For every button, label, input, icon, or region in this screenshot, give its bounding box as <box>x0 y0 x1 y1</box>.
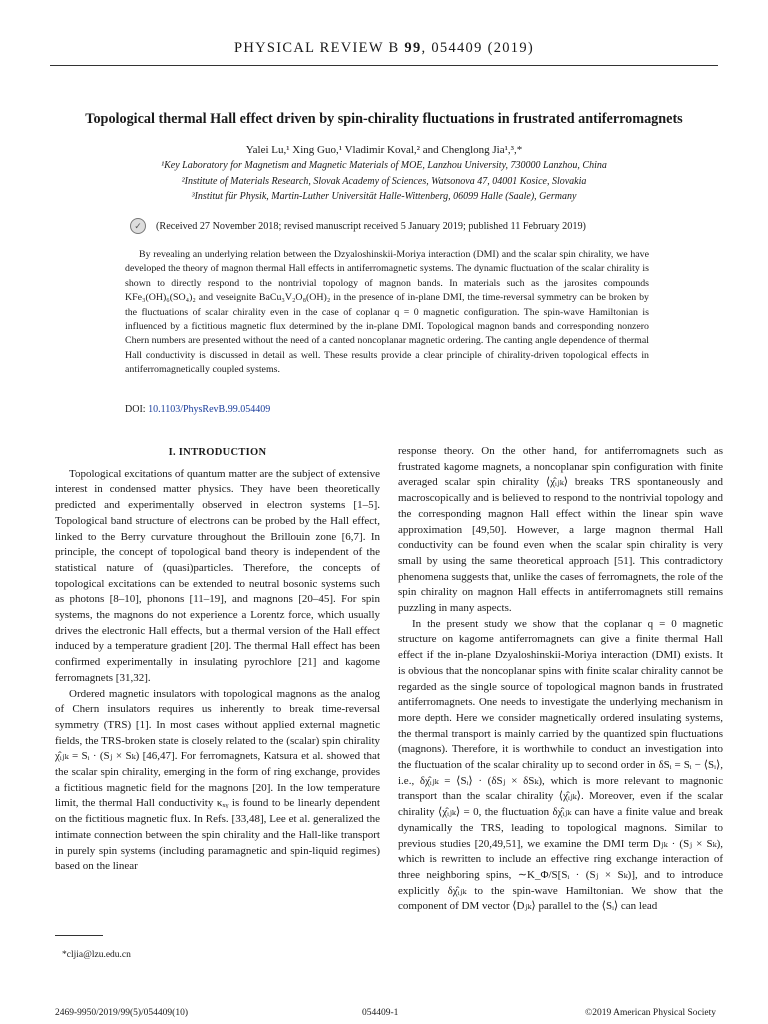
doi-label: DOI: <box>125 404 146 415</box>
paragraph: response theory. On the other hand, for antiferromagnets such as frustrated kagome magnets, a noncoplanar spin configuration with finite averaged scalar spin chirality ⟨χ̂ᵢⱼₖ⟩ breaks TRS spontaneously and macroscopically and is believed to respond to the nontrivial topology and the corresponding magnon Hall effect within the linear spin wave approximation [49,50]. However, a large magnon thermal Hall conductivity can be found even when the scalar spin chirality is very small by using the same theoretical approach [51]. This contradictory phenomena suggests that, unlike the cases of ferromagnets, the role of the spin chirality on magnon Hall effects in antiferromagnets still remains puzzling in many aspects. <box>398 445 723 615</box>
doi-link[interactable]: 10.1103/PhysRevB.99.054409 <box>148 404 271 415</box>
affiliation-2: ²Institute of Materials Research, Slovak Academy of Sciences, Watsonova 47, 04001 Kosice, Slovakia <box>181 176 587 187</box>
footer-page: 054409-1 <box>362 1008 399 1018</box>
section-heading: I. INTRODUCTION <box>168 447 267 458</box>
footnote-rule <box>55 935 103 936</box>
journal-issue: , 054409 (2019) <box>421 40 535 56</box>
author-list: Yalei Lu,¹ Xing Guo,¹ Vladimir Koval,² and Chenglong Jia¹,³,* <box>245 144 523 156</box>
journal-name: PHYSICAL REVIEW B <box>233 40 400 56</box>
footer-copyright: ©2019 American Physical Society <box>585 1008 716 1018</box>
doi-line <box>125 404 270 415</box>
journal-volume: 99 <box>404 40 422 56</box>
header-rule <box>50 65 718 66</box>
affiliation-1: ¹Key Laboratory for Magnetism and Magnetic Materials of MOE, Lanzhou University, 730000 Lanzhou, China <box>161 160 607 171</box>
paragraph: Ordered magnetic insulators with topological magnons as the analog of Chern insulators requires us inherently to break time-reversal symmetry (TRS) [1]. In most cases without applied external magnetic fields, the TRS-broken state is closely related to the (scalar) spin chirality χ̂ᵢⱼₖ = Sᵢ · (Sⱼ × Sₖ) [46,47]. For ferromagnets, Katsura et al. showed that the scalar spin chirality, emerging in the form of ring exchange, provides a fictitious magnetic field for the magnons [20]. In the low temperature limit, the thermal Hall conductivity κₓᵧ is found to be linearly dependent on the fictitious magnetic flux. In Refs. [33,48], Lee et al. generalized the intimate connection between the spin chirality and the Hall-like transport in purely spin systems (including paramagnetic and spin-liquid regimes) based on the linear <box>55 687 380 873</box>
left-column <box>55 444 380 875</box>
paper-title: Topological thermal Hall effect driven by spin-chirality fluctuations in frustrated antiferromagnets <box>85 111 683 127</box>
footer-issn: 2469-9950/2019/99(5)/054409(10) <box>55 1008 188 1018</box>
received-dates <box>130 218 690 234</box>
paragraph: In the present study we show that the coplanar q = 0 magnetic structure on kagome antiferromagnets can give a finite thermal Hall effect if the in-plane Dzyaloshinskii-Moriya interaction (DMI) exists. It is obvious that the noncoplanar spins with finite scalar chirality cannot be regarded as the single source of topological magnon bands in frustrated antiferromagnets. One needs to investigate the underlying mechanism in more depth. Here we consider magnetically ordered insulating systems, the thermal transport is mainly carried by the quantized spin fluctuations (magnons). Therefore, it is worthwhile to conduct an investigation into the fluctuation of the scalar chirality up to second order in δSᵢ = Sᵢ − ⟨Sᵢ⟩, i.e., δχ̂ᵢⱼₖ = ⟨Sᵢ⟩ · (δSⱼ × δSₖ), which is more relevant to magnonic transport than the scalar chirality ⟨χ̂ᵢⱼₖ⟩. Moreover, even if the scalar chirality ⟨χ̂ᵢⱼₖ⟩ = 0, the fluctuation δχ̂ᵢⱼₖ can have a finite value and break dynamically the TRS, leading to topological magnons. Similar to previous studies [20,49,51], we examine the DMI term Dⱼₖ · (Sⱼ × Sₖ), which is rewritten to include an effective ring exchange interaction of three neighboring spins, ∼K_Φ/S[Sᵢ · (Sⱼ × Sₖ)], and to introduce explicitly δχ̂ᵢⱼₖ to the spin-wave Hamiltonian. We show that the component of DM vector ⟨Dⱼₖ⟩ parallel to the ⟨Sᵢ⟩ can lead <box>398 617 723 913</box>
right-column <box>398 444 723 915</box>
received-text: (Received 27 November 2018; revised manuscript received 5 January 2019; published 11 February 2019) <box>156 220 586 232</box>
journal-header <box>50 40 718 57</box>
abstract: By revealing an underlying relation between the Dzyaloshinskii-Moriya interaction (DMI) and the scalar spin chirality, we have developed the theory of magnon thermal Hall effects in antiferromagnetic systems. The dynamic fluctuation of the scalar chirality is shown to directly respond to the nontrivial topology of magnon bands. In materials such as the jarosites compounds KFe₃(OH)₆(SO₄)₂ and veseignite BaCu₃V₂O₈(OH)₂ in the presence of in-plane DMI, the time-reversal symmetry can be broken by the fluctuations of scalar chirality even in the case of coplanar q = 0 magnetic configuration. The spin-wave Hamiltonian is influenced by a fictitious magnetic flux determined by the in-plane DMI. Topological magnon bands and corresponding nonzero Chern numbers are presented without the need of a canted noncoplanar magnetic ordering. The canting angle dependence of thermal Hall conductivity is discussed in detail as well. These results provide a clear principle of chirality-driven topological effects in antiferromagnetically coupled systems. <box>125 249 649 376</box>
check-for-updates-icon[interactable]: ✓ <box>130 218 146 234</box>
affiliation-3: ³Institut für Physik, Martin-Luther Universität Halle-Wittenberg, 06099 Halle (Saale), Germany <box>191 191 577 202</box>
paragraph: Topological excitations of quantum matter are the subject of extensive interest in condensed matter physics. They have been theoretically predicted and experimentally observed in electron systems [1–5]. Topological band structure of electrons can be probed by the Hall effect, linked to the Berry curvature throughout the Brillouin zone [6,7]. In principle, the concept of topological band theory is independent of the statistical nature of (quasi)particles. Therefore, the concepts of topological excitations can be extended to neutral bosonic systems such as photons [8–10], phonons [11–19], and magnons [20–45]. For spin systems, the magnons do not experience a Lorentz force, which usually drives the electronic Hall effects, but a thermal version of the Hall effect induced by a temperature gradient [20]. The thermal Hall effect has been confirmed experimentally in insulating pyrochlore [21] and kagome ferromagnets [31,32]. <box>55 467 380 684</box>
corresponding-email: *cljia@lzu.edu.cn <box>62 950 131 960</box>
